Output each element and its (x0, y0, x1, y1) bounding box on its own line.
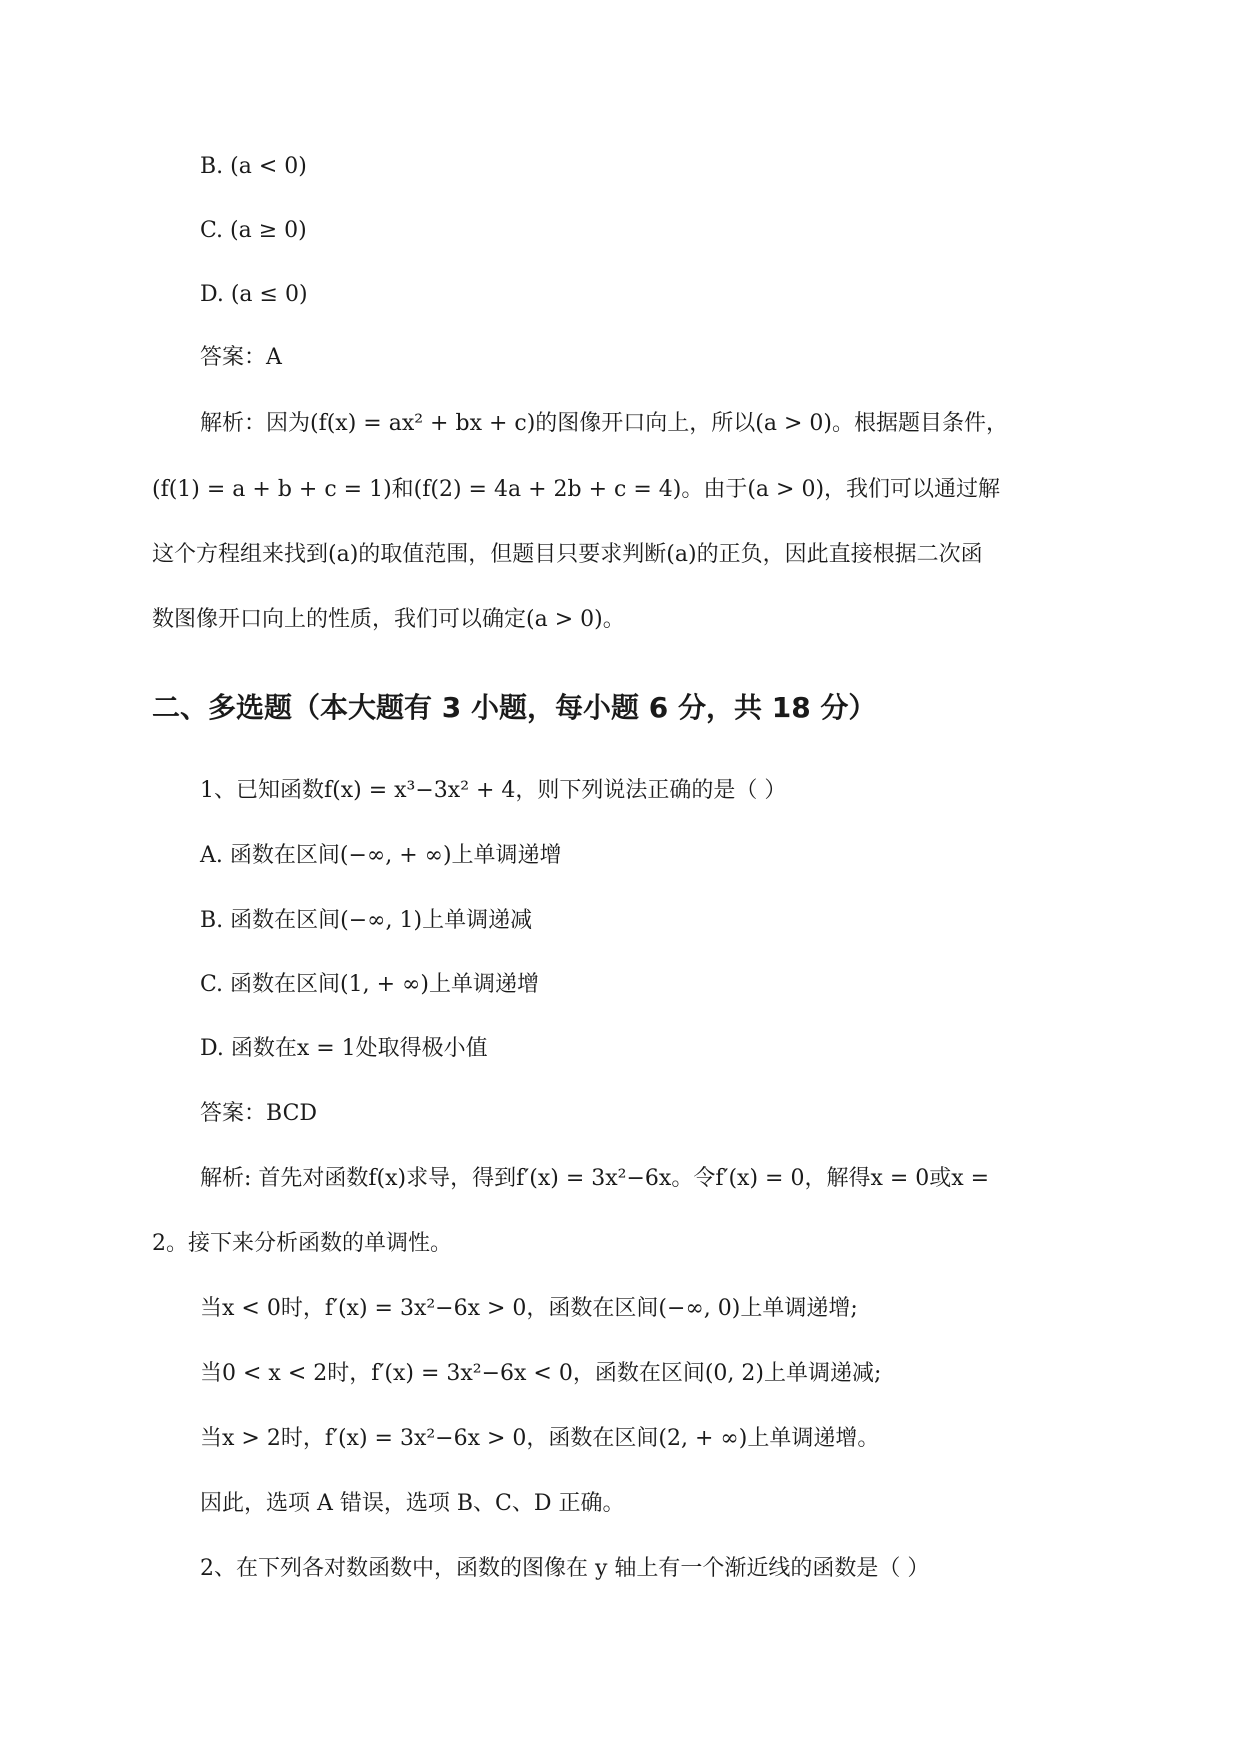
q1-conclusion: 因此，选项 A 错误，选项 B、C、D 正确。 (200, 1491, 625, 1516)
prev-option-b: B. (a < 0) (200, 154, 307, 179)
q1-option-a: A. 函数在区间(−∞, + ∞)上单调递增 (200, 843, 562, 868)
q1-option-d: D. 函数在x = 1处取得极小值 (200, 1036, 488, 1061)
prev-analysis-line-4: 数图像开口向上的性质，我们可以确定(a > 0)。 (152, 607, 625, 632)
q1-analysis-line-1: 解析: 首先对函数f(x)求导，得到f′(x) = 3x²−6x。令f′(x) = 0，解得x = 0或x = (200, 1166, 990, 1191)
q1-case-1: 当x < 0时，f′(x) = 3x²−6x > 0，函数在区间(−∞, 0)上单调递增; (200, 1296, 858, 1321)
q1-case-2: 当0 < x < 2时，f′(x) = 3x²−6x < 0，函数在区间(0, 2)上单调递减; (200, 1361, 882, 1386)
q1-case-3: 当x > 2时，f′(x) = 3x²−6x > 0，函数在区间(2, + ∞)上单调递增。 (200, 1426, 880, 1451)
prev-analysis-line-3: 这个方程组来找到(a)的取值范围，但题目只要求判断(a)的正负，因此直接根据二次函 (152, 542, 983, 567)
q1-option-b: B. 函数在区间(−∞, 1)上单调递减 (200, 908, 533, 933)
section-heading: 二、多选题（本大题有 3 小题，每小题 6 分，共 18 分） (152, 691, 877, 724)
q1-analysis-line-2: 2。接下来分析函数的单调性。 (152, 1231, 452, 1256)
prev-analysis-line-2: (f(1) = a + b + c = 1)和(f(2) = 4a + 2b + c = 4)。由于(a > 0)，我们可以通过解 (152, 477, 1001, 502)
prev-option-d: D. (a ≤ 0) (200, 282, 308, 307)
q1-stem: 1、已知函数f(x) = x³−3x² + 4，则下列说法正确的是（ ） (200, 778, 787, 803)
q1-option-c: C. 函数在区间(1, + ∞)上单调递增 (200, 972, 539, 997)
q1-answer: 答案：BCD (200, 1101, 318, 1126)
prev-analysis-line-1: 解析：因为(f(x) = ax² + bx + c)的图像开口向上，所以(a > 0)。根据题目条件， (200, 411, 1008, 436)
prev-answer: 答案：A (200, 345, 282, 370)
q2-stem: 2、在下列各对数函数中，函数的图像在 y 轴上有一个渐近线的函数是（ ） (200, 1556, 930, 1581)
prev-option-c: C. (a ≥ 0) (200, 218, 307, 243)
